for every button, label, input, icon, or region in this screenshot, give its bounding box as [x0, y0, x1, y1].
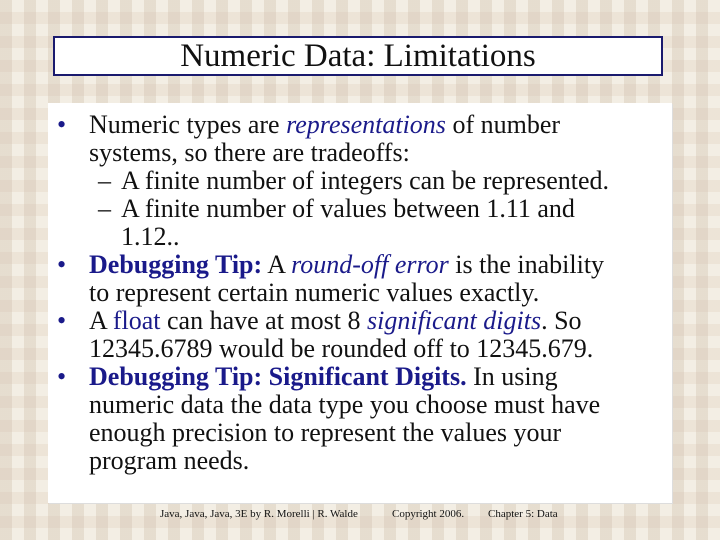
bullet-debugging-tip-significant: [48, 363, 668, 475]
bullet-marker: •: [57, 250, 67, 279]
debugging-tip-label: Debugging Tip: Significant Digits.: [89, 362, 467, 391]
emphasis-roundoff: round-off error: [291, 250, 449, 279]
debugging-tip-label: Debugging Tip:: [89, 250, 263, 279]
bullet-float: [48, 307, 668, 363]
slide-title: [53, 36, 663, 76]
dash-marker: –: [98, 166, 111, 195]
text: 1.12..: [121, 222, 180, 251]
subbullet-values: [48, 195, 668, 251]
footer-copyright: Copyright 2006.: [392, 508, 465, 520]
slide-title-text: Numeric Data: Limitations: [180, 37, 536, 74]
footer-chapter: Chapter 5: Data: [488, 508, 558, 520]
bullet-numeric-types: [48, 111, 668, 167]
text: enough precision to represent the values your: [89, 418, 562, 447]
text: Numeric types are: [89, 110, 287, 139]
text: numeric data the data type you choose must have: [89, 390, 601, 419]
bullet-list: [48, 111, 668, 475]
footer-source: Java, Java, Java, 3E by R. Morelli | R. Walde: [160, 508, 358, 520]
text: A finite number of values between 1.11 and: [121, 194, 575, 223]
dash-marker: –: [98, 194, 111, 223]
text: A: [262, 250, 292, 279]
bullet-marker: •: [57, 110, 67, 139]
content-panel: [48, 103, 672, 503]
emphasis-representations: representations: [286, 110, 446, 139]
text: systems, so there are tradeoffs:: [89, 138, 410, 167]
slide-footer: [0, 508, 720, 524]
text: . So: [541, 306, 582, 335]
text: 12345.6789 would be rounded off to 12345.679.: [89, 334, 594, 363]
text: of number: [445, 110, 561, 139]
text: is the inability: [448, 250, 605, 279]
text: to represent certain numeric values exactly.: [89, 278, 540, 307]
bullet-marker: •: [57, 362, 67, 391]
text: program needs.: [89, 446, 250, 475]
emphasis-significant-digits: significant digits: [367, 306, 542, 335]
bullet-debugging-tip-roundoff: [48, 251, 668, 307]
text: In using: [466, 362, 558, 391]
bullet-marker: •: [57, 306, 67, 335]
text: A finite number of integers can be represented.: [121, 166, 610, 195]
subbullet-integers: [48, 167, 668, 195]
keyword-float: float: [112, 306, 161, 335]
text: A: [89, 306, 113, 335]
text: can have at most 8: [160, 306, 367, 335]
